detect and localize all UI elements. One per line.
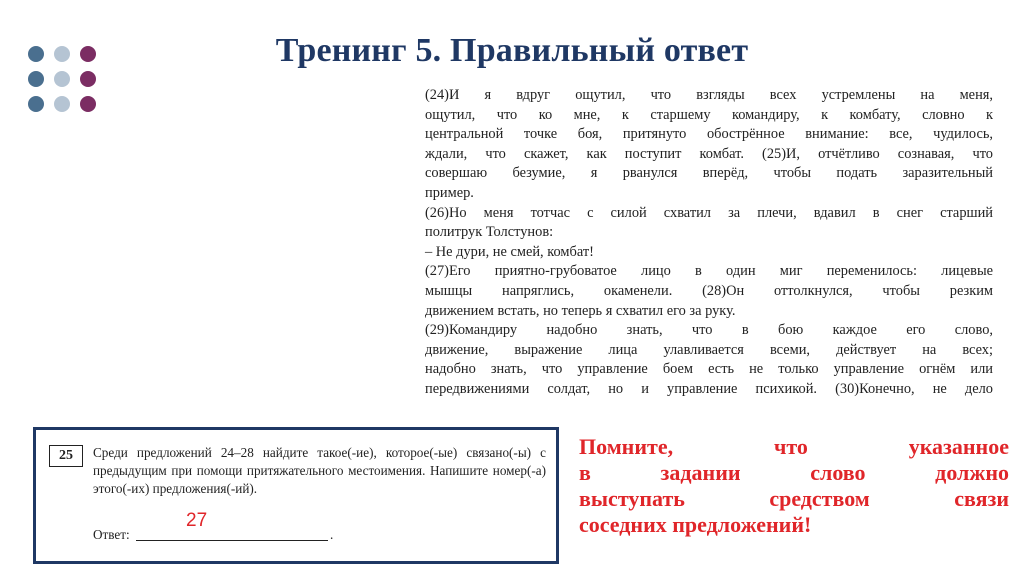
- task-text-line: предыдущим при помощи притяжательного местоимения. Напишите номер(-а): [93, 463, 546, 478]
- text-line: надобно знать, что управление боем есть не только управление огнём или: [425, 361, 993, 378]
- text-line: пример.: [425, 184, 474, 201]
- dot: [28, 71, 44, 87]
- text-line: мышцы напряглись, окаменели. (28)Он оттолкнулся, чтобы резким: [425, 282, 993, 299]
- reminder-line: в задании слово должно: [579, 460, 1009, 485]
- text-line: центральной точке боя, притянуто обострённое внимание: все, чудилось,: [425, 126, 993, 143]
- reminder-line: Помните, что указанное: [579, 434, 1009, 459]
- text-line: движение, выражение лица улавливается всеми, действует на всех;: [425, 341, 993, 358]
- text-line: ощутил, что ко мне, к старшему командиру, к комбату, словно к: [425, 106, 993, 123]
- text-line: – Не дури, не смей, комбат!: [425, 243, 594, 260]
- reminder-line: выступать средством связи: [579, 486, 1009, 511]
- text-line: политрук Толстунов:: [425, 224, 554, 241]
- text-line: совершаю безумие, я рванулся вперёд, чтобы подать заразительный: [425, 165, 993, 182]
- reminder-line: соседних предложений!: [579, 512, 812, 537]
- task-box: [33, 427, 559, 564]
- dot: [80, 96, 96, 112]
- text-line: (29)Командиру надобно знать, что в бою каждое его слово,: [425, 322, 993, 339]
- answer-line: [136, 540, 328, 541]
- text-line: (26)Но меня тотчас с силой схватил за плечи, вдавил в снег старший: [425, 204, 993, 221]
- reminder-note: [579, 434, 1009, 538]
- text-line: (27)Его приятно-грубоватое лицо в один миг переменилось: лицевые: [425, 263, 993, 280]
- dot: [54, 71, 70, 87]
- answer-period: .: [330, 527, 334, 542]
- dot: [28, 96, 44, 112]
- task-text-line: этого(-их) предложения(-ий).: [93, 481, 258, 496]
- task-number: 25: [49, 445, 83, 467]
- text-line: (24)И я вдруг ощутил, что взгляды всех устремлены на меня,: [425, 87, 993, 103]
- text-line: передвижениями солдат, но и управление психикой. (30)Конечно, не дело: [425, 380, 993, 397]
- dot: [54, 96, 70, 112]
- answer-value: 27: [186, 510, 208, 531]
- source-text: [425, 86, 993, 400]
- text-line: ждали, что скажет, как поступит комбат. (25)И, отчётливо сознавая, что: [425, 145, 993, 162]
- slide-title: Тренинг 5. Правильный ответ: [275, 32, 749, 69]
- dot: [80, 71, 96, 87]
- task-text: [93, 444, 546, 498]
- answer-label: Ответ:: [93, 527, 130, 542]
- task-text-line: Среди предложений 24–28 найдите такое(-ие), которое(-ые) связано(-ы) с: [93, 445, 546, 460]
- text-line: движением встать, но теперь я схватил его за руку.: [425, 302, 736, 319]
